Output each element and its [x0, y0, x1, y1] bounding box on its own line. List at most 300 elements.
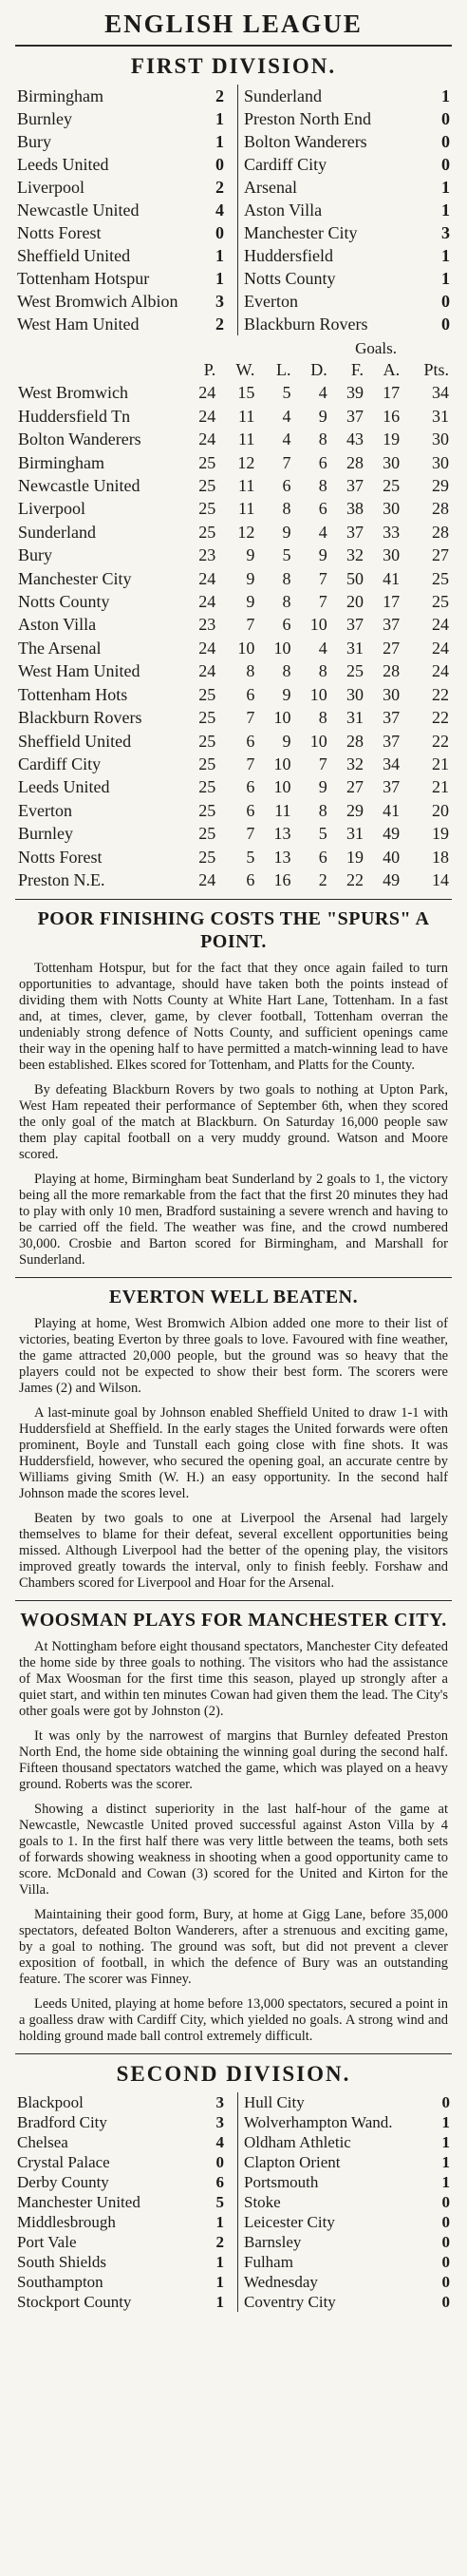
goals-against: 30 — [383, 499, 401, 519]
home-score: 1 — [215, 2253, 224, 2272]
table-row — [15, 497, 452, 520]
result-row — [15, 244, 452, 267]
article-paragraph: Leeds United, playing at home before 13,000 spectators, secured a point in a goalless draw with Cardiff City, which yielded no goals. A strong wind and holding ground made ball control extremely difficult. — [19, 1996, 448, 2045]
played: 24 — [198, 568, 216, 588]
second-division-results — [15, 2092, 452, 2312]
result-row — [15, 313, 452, 335]
section-rule — [15, 1600, 452, 1601]
goals-for: 28 — [346, 452, 364, 472]
points: 22 — [432, 708, 449, 728]
drawn: 8 — [318, 708, 327, 728]
away-score: 0 — [441, 2213, 450, 2232]
score-divider — [226, 244, 238, 267]
result-row — [15, 2272, 452, 2292]
away-score: 1 — [441, 2153, 450, 2172]
club-name: Sheffield United — [18, 731, 132, 751]
club-name: Cardiff City — [18, 754, 102, 773]
goals-for: 25 — [346, 661, 364, 681]
goals-for: 37 — [346, 615, 364, 635]
drawn: 9 — [318, 545, 327, 565]
goals-against: 34 — [383, 754, 401, 773]
points: 28 — [432, 499, 449, 519]
result-row — [15, 2152, 452, 2172]
table-row — [15, 706, 452, 729]
club-name: Tottenham Hots — [18, 684, 128, 704]
played: 25 — [198, 847, 216, 867]
club-name: Liverpool — [18, 499, 85, 519]
away-score: 0 — [441, 155, 450, 174]
goals-for: 29 — [346, 800, 364, 820]
club-name: Birmingham — [18, 452, 104, 472]
result-row — [15, 2292, 452, 2312]
home-team: Bradford City — [17, 2113, 107, 2132]
section-rule — [15, 899, 452, 900]
away-team: Stoke — [244, 2193, 281, 2212]
score-divider — [226, 267, 238, 290]
points: 29 — [432, 476, 449, 496]
result-row — [15, 2132, 452, 2152]
score-divider — [226, 290, 238, 313]
lost: 6 — [282, 476, 291, 496]
away-team: Preston North End — [244, 109, 371, 128]
home-team: Leeds United — [17, 155, 109, 174]
article-paragraph: It was only by the narrowest of margins that Burnley defeated Preston North End, the home side obtaining the winning goal during the second half. Fifteen thousand spectators watched the game, which was played on a heavy ground. Roberts was the scorer. — [19, 1728, 448, 1793]
club-name: Burnley — [18, 824, 73, 844]
lost: 6 — [282, 615, 291, 635]
score-divider — [226, 2232, 238, 2252]
away-score: 1 — [441, 269, 450, 288]
table-row — [15, 753, 452, 775]
goals-against: 30 — [383, 452, 401, 472]
goals-against: 41 — [383, 800, 401, 820]
played: 24 — [198, 661, 216, 681]
result-row — [15, 2112, 452, 2132]
away-team: Oldham Athletic — [244, 2133, 351, 2152]
points: 24 — [432, 661, 449, 681]
home-score: 1 — [215, 109, 224, 128]
won: 7 — [246, 708, 255, 728]
first-division-heading: FIRST DIVISION. — [130, 54, 337, 78]
home-team: Notts Forest — [17, 223, 102, 242]
home-score: 2 — [215, 86, 224, 105]
club-name: The Arsenal — [18, 638, 102, 658]
article-paragraph: By defeating Blackburn Rovers by two goals to nothing at Upton Park, West Ham repeated their performance of September 6th, when they scored the only goal of the match at Blackburn. On Saturday 16,000 people saw them play capital football on a very muddy ground. Watson and Moore scored. — [19, 1082, 448, 1163]
away-team: Barnsley — [244, 2233, 302, 2252]
away-score: 0 — [441, 2233, 450, 2252]
table-row — [15, 544, 452, 566]
home-score: 0 — [215, 223, 224, 242]
away-team: Everton — [244, 292, 298, 311]
club-name: Blackburn Rovers — [18, 708, 142, 728]
home-score: 6 — [215, 2173, 224, 2192]
goals-for: 43 — [346, 429, 364, 449]
away-team: Arsenal — [244, 178, 297, 197]
away-team: Cardiff City — [244, 155, 327, 174]
article-spurs — [19, 907, 448, 1269]
score-divider — [226, 2172, 238, 2192]
played: 24 — [198, 592, 216, 612]
goals-against: 27 — [383, 638, 401, 658]
drawn: 6 — [318, 847, 327, 867]
away-score: 1 — [441, 178, 450, 197]
away-score: 0 — [441, 2253, 450, 2272]
goals-for: 20 — [346, 592, 364, 612]
drawn: 2 — [318, 869, 327, 889]
home-team: Stockport County — [17, 2293, 132, 2312]
drawn: 10 — [309, 684, 327, 704]
first-division-results — [15, 85, 452, 335]
home-team: West Bromwich Albion — [17, 292, 178, 311]
club-name: Notts County — [18, 592, 110, 612]
result-row — [15, 2192, 452, 2212]
away-team: Leicester City — [244, 2213, 335, 2232]
club-name: Newcastle United — [18, 476, 140, 496]
home-score: 4 — [215, 2133, 224, 2152]
away-score: 1 — [441, 2173, 450, 2192]
away-score: 0 — [441, 2293, 450, 2312]
score-divider — [226, 130, 238, 153]
score-divider — [226, 2252, 238, 2272]
club-name: Bolton Wanderers — [18, 429, 141, 449]
score-divider — [226, 107, 238, 130]
away-score: 0 — [441, 2193, 450, 2212]
won: 6 — [246, 800, 255, 820]
away-team: Clapton Orient — [244, 2153, 341, 2172]
home-team: Blackpool — [17, 2093, 84, 2112]
home-team: Birmingham — [17, 86, 103, 105]
played: 24 — [198, 406, 216, 426]
result-row — [15, 153, 452, 176]
home-team: Port Vale — [17, 2233, 77, 2252]
points: 30 — [432, 429, 449, 449]
played: 23 — [198, 545, 216, 565]
lost: 5 — [282, 545, 291, 565]
won: 9 — [246, 568, 255, 588]
score-divider — [226, 221, 238, 244]
result-row — [15, 221, 452, 244]
won: 7 — [246, 615, 255, 635]
table-row — [15, 613, 452, 636]
home-score: 3 — [215, 2113, 224, 2132]
away-score: 3 — [441, 223, 450, 242]
goals-for: 31 — [346, 824, 364, 844]
away-team: Aston Villa — [244, 200, 323, 219]
drawn: 10 — [309, 615, 327, 635]
lost: 9 — [282, 731, 291, 751]
goals-for: 19 — [346, 847, 364, 867]
goals-against: 41 — [383, 568, 401, 588]
points: 21 — [432, 754, 449, 773]
points: 20 — [432, 800, 449, 820]
played: 25 — [198, 476, 216, 496]
home-score: 1 — [215, 2213, 224, 2232]
league-table — [15, 358, 452, 891]
home-score: 3 — [215, 292, 224, 311]
won: 12 — [237, 452, 255, 472]
lost: 16 — [273, 869, 291, 889]
score-divider — [226, 153, 238, 176]
title-rule — [15, 45, 452, 47]
home-score: 1 — [215, 132, 224, 151]
score-divider — [226, 2152, 238, 2172]
drawn: 5 — [318, 824, 327, 844]
won: 15 — [237, 383, 255, 403]
home-score: 1 — [215, 246, 224, 265]
home-score: 4 — [215, 200, 224, 219]
won: 11 — [238, 406, 255, 426]
played: 24 — [198, 869, 216, 889]
lost: 9 — [282, 684, 291, 704]
points: 28 — [432, 522, 449, 542]
article-paragraph: Playing at home, West Bromwich Albion added one more to their list of victories, beating Everton by three goals to love. Favoured with fine weather, the game attracted 20,000 people, but the ground was so heavy that the players could not be expected to show their best form. The scorers were James (2) and Wilson. — [19, 1316, 448, 1397]
article-paragraph: Playing at home, Birmingham beat Sunderland by 2 goals to 1, the victory being all the more remarkable from the fact that the first 20 minutes they had to play with only 10 men, Bradford sustaining a severe wrench and having to be carried off the field. The weather was fine, and the crowd numbered 30,000. Crosbie and Barton scored for Birmingham, and Marshall for Sunderland. — [19, 1172, 448, 1269]
score-divider — [226, 2192, 238, 2212]
played: 25 — [198, 499, 216, 519]
home-score: 0 — [215, 155, 224, 174]
lost: 8 — [282, 568, 291, 588]
league-table-header — [15, 358, 452, 381]
played: 23 — [198, 615, 216, 635]
goals-against: 37 — [383, 777, 401, 797]
lost: 10 — [273, 708, 291, 728]
table-row — [15, 683, 452, 706]
away-score: 0 — [441, 132, 450, 151]
home-score: 2 — [215, 2233, 224, 2252]
goals-for: 37 — [346, 476, 364, 496]
points: 21 — [432, 777, 449, 797]
goals-against: 37 — [383, 731, 401, 751]
away-score: 0 — [441, 2093, 450, 2112]
goals-against: 40 — [383, 847, 401, 867]
away-score: 0 — [441, 315, 450, 334]
score-divider — [226, 2292, 238, 2312]
drawn: 10 — [309, 731, 327, 751]
played: 25 — [198, 452, 216, 472]
played: 25 — [198, 708, 216, 728]
points: 27 — [432, 545, 449, 565]
lost: 5 — [282, 383, 291, 403]
home-team: Bury — [17, 132, 51, 151]
table-row — [15, 799, 452, 822]
header-points: Pts. — [423, 360, 449, 379]
result-row — [15, 2172, 452, 2192]
played: 25 — [198, 522, 216, 542]
drawn: 4 — [318, 522, 327, 542]
won: 9 — [246, 545, 255, 565]
drawn: 8 — [318, 661, 327, 681]
lost: 13 — [273, 847, 291, 867]
won: 7 — [246, 754, 255, 773]
header-played: P. — [203, 360, 216, 379]
home-score: 5 — [215, 2193, 224, 2212]
lost: 4 — [282, 406, 291, 426]
won: 6 — [246, 731, 255, 751]
goals-against: 49 — [383, 824, 401, 844]
article-headline: EVERTON WELL BEATEN. — [108, 1287, 359, 1308]
home-team: Southampton — [17, 2273, 103, 2292]
away-team: Bolton Wanderers — [244, 132, 367, 151]
points: 31 — [432, 406, 449, 426]
goals-for: 27 — [346, 777, 364, 797]
home-team: Chelsea — [17, 2133, 68, 2152]
won: 11 — [238, 429, 255, 449]
article-everton — [19, 1286, 448, 1592]
drawn: 7 — [318, 592, 327, 612]
club-name: Bury — [18, 545, 52, 565]
home-score: 0 — [215, 2153, 224, 2172]
away-team: Notts County — [244, 269, 336, 288]
score-divider — [226, 2132, 238, 2152]
club-name: Notts Forest — [18, 847, 103, 867]
home-team: Liverpool — [17, 178, 84, 197]
article-paragraph: Showing a distinct superiority in the last half-hour of the game at Newcastle, Newcastle United proved successful against Aston Villa by 4 goals to 1. In the first half there was very little between the teams, both sets of forwards showing weakness in shooting when a good opportunity came to score. McDonald and Cowan (3) scored for the United and Kirton for the Villa. — [19, 1802, 448, 1899]
won: 9 — [246, 592, 255, 612]
score-divider — [226, 2092, 238, 2112]
club-name: Leeds United — [18, 777, 110, 797]
away-team: Wednesday — [244, 2273, 318, 2292]
drawn: 6 — [318, 499, 327, 519]
result-row — [15, 2252, 452, 2272]
article-paragraph: Beaten by two goals to one at Liverpool the Arsenal had largely themselves to blame for their defeat, several excellent opportunities being missed. Although Liverpool had the better of the opening play, the visitors improved greatly towards the interval, only to finish feebly. Forshaw and Chambers scored for Liverpool and Hoar for the Arsenal. — [19, 1511, 448, 1592]
score-divider — [226, 85, 238, 107]
goals-against: 33 — [383, 522, 401, 542]
away-team: Huddersfield — [244, 246, 333, 265]
home-score: 1 — [215, 2273, 224, 2292]
points: 19 — [432, 824, 449, 844]
away-score: 1 — [441, 2133, 450, 2152]
goals-for: 39 — [346, 383, 364, 403]
lost: 10 — [273, 638, 291, 658]
goals-against: 30 — [383, 545, 401, 565]
away-score: 0 — [441, 109, 450, 128]
won: 10 — [237, 638, 255, 658]
drawn: 9 — [318, 406, 327, 426]
header-won: W. — [235, 360, 255, 379]
won: 6 — [246, 777, 255, 797]
drawn: 8 — [318, 800, 327, 820]
drawn: 8 — [318, 429, 327, 449]
page-title: ENGLISH LEAGUE — [104, 10, 363, 38]
header-drawn: D. — [310, 360, 327, 379]
goals-for: 31 — [346, 638, 364, 658]
article-paragraph: Maintaining their good form, Bury, at home at Gigg Lane, before 35,000 spectators, defeated Bolton Wanderers, after a strenuous and exciting game, by a goal to nothing. The ground was soft, but did not prevent a clever exposition of football, in which the defence of Bury was an outstanding feature. The scorer was Finney. — [19, 1907, 448, 1988]
club-name: West Ham United — [18, 661, 140, 681]
drawn: 7 — [318, 568, 327, 588]
home-score: 2 — [215, 315, 224, 334]
club-name: West Bromwich — [18, 383, 129, 403]
table-row — [15, 567, 452, 590]
result-row — [15, 199, 452, 221]
points: 18 — [432, 847, 449, 867]
result-row — [15, 2092, 452, 2112]
club-name: Manchester City — [18, 568, 132, 588]
result-row — [15, 267, 452, 290]
table-row — [15, 381, 452, 404]
goals-for: 30 — [346, 684, 364, 704]
played: 24 — [198, 429, 216, 449]
article-woosman — [19, 1609, 448, 2045]
club-name: Everton — [18, 800, 72, 820]
points: 22 — [432, 684, 449, 704]
result-row — [15, 130, 452, 153]
lost: 9 — [282, 522, 291, 542]
section-rule — [15, 2053, 452, 2054]
points: 30 — [432, 452, 449, 472]
goals-against: 17 — [383, 592, 401, 612]
won: 8 — [246, 661, 255, 681]
won: 12 — [237, 522, 255, 542]
drawn: 7 — [318, 754, 327, 773]
table-row — [15, 405, 452, 428]
home-team: Newcastle United — [17, 200, 140, 219]
drawn: 8 — [318, 476, 327, 496]
away-score: 0 — [441, 292, 450, 311]
home-score: 1 — [215, 2293, 224, 2312]
home-team: Derby County — [17, 2173, 109, 2192]
article-paragraph: Tottenham Hotspur, but for the fact that they once again failed to turn opportunities to advantage, should have taken both the points instead of dividing them with Notts County at White Hart Lane, Tottenham. In a fast and, at times, clever, game, by clever football, Tottenham overran the undeniably strong defence of Notts County, and sufficient openings came their way in the opening half to have permitted a match-winning lead to have been established. Elkes scored for Tottenham, and Platts for the County. — [19, 961, 448, 1074]
points: 25 — [432, 592, 449, 612]
goals-against: 19 — [383, 429, 401, 449]
lost: 7 — [282, 452, 291, 472]
table-row — [15, 822, 452, 845]
away-score: 1 — [441, 2113, 450, 2132]
away-score: 1 — [441, 246, 450, 265]
home-team: Sheffield United — [17, 246, 131, 265]
home-team: Middlesbrough — [17, 2213, 116, 2232]
lost: 13 — [273, 824, 291, 844]
article-paragraph: At Nottingham before eight thousand spectators, Manchester City defeated the home side by three goals to nothing. The visitors who had the assistance of Max Woosman for the first time this season, played up strongly after a quiet start, and within ten minutes Cowan had given them the lead. The City's other goals were got by Johnston (2). — [19, 1639, 448, 1720]
played: 25 — [198, 754, 216, 773]
lost: 10 — [273, 754, 291, 773]
club-name: Huddersfield Tn — [18, 406, 131, 426]
table-row — [15, 451, 452, 474]
away-team: Hull City — [244, 2093, 305, 2112]
away-team: Wolverhampton Wand. — [244, 2113, 393, 2132]
points: 24 — [432, 638, 449, 658]
table-row — [15, 590, 452, 613]
goals-against: 28 — [383, 661, 401, 681]
away-team: Portsmouth — [244, 2173, 319, 2192]
played: 25 — [198, 777, 216, 797]
table-row — [15, 775, 452, 798]
table-row — [15, 868, 452, 891]
club-name: Aston Villa — [18, 615, 97, 635]
table-row — [15, 428, 452, 450]
goals-for: 32 — [346, 545, 364, 565]
header-against: A. — [383, 360, 401, 379]
lost: 11 — [274, 800, 291, 820]
won: 11 — [238, 476, 255, 496]
drawn: 9 — [318, 777, 327, 797]
table-row — [15, 730, 452, 753]
header-club — [15, 358, 182, 381]
article-headline: WOOSMAN PLAYS FOR MANCHESTER CITY. — [20, 1610, 447, 1631]
drawn: 4 — [318, 638, 327, 658]
lost: 8 — [282, 592, 291, 612]
goals-caption: Goals. — [355, 339, 397, 357]
goals-against: 37 — [383, 708, 401, 728]
home-team: Burnley — [17, 109, 72, 128]
lost: 10 — [273, 777, 291, 797]
home-team: Crystal Palace — [17, 2153, 110, 2172]
result-row — [15, 2232, 452, 2252]
won: 7 — [246, 824, 255, 844]
result-row — [15, 176, 452, 199]
points: 22 — [432, 731, 449, 751]
away-team: Sunderland — [244, 86, 322, 105]
goals-for: 38 — [346, 499, 364, 519]
home-team: South Shields — [17, 2253, 106, 2272]
